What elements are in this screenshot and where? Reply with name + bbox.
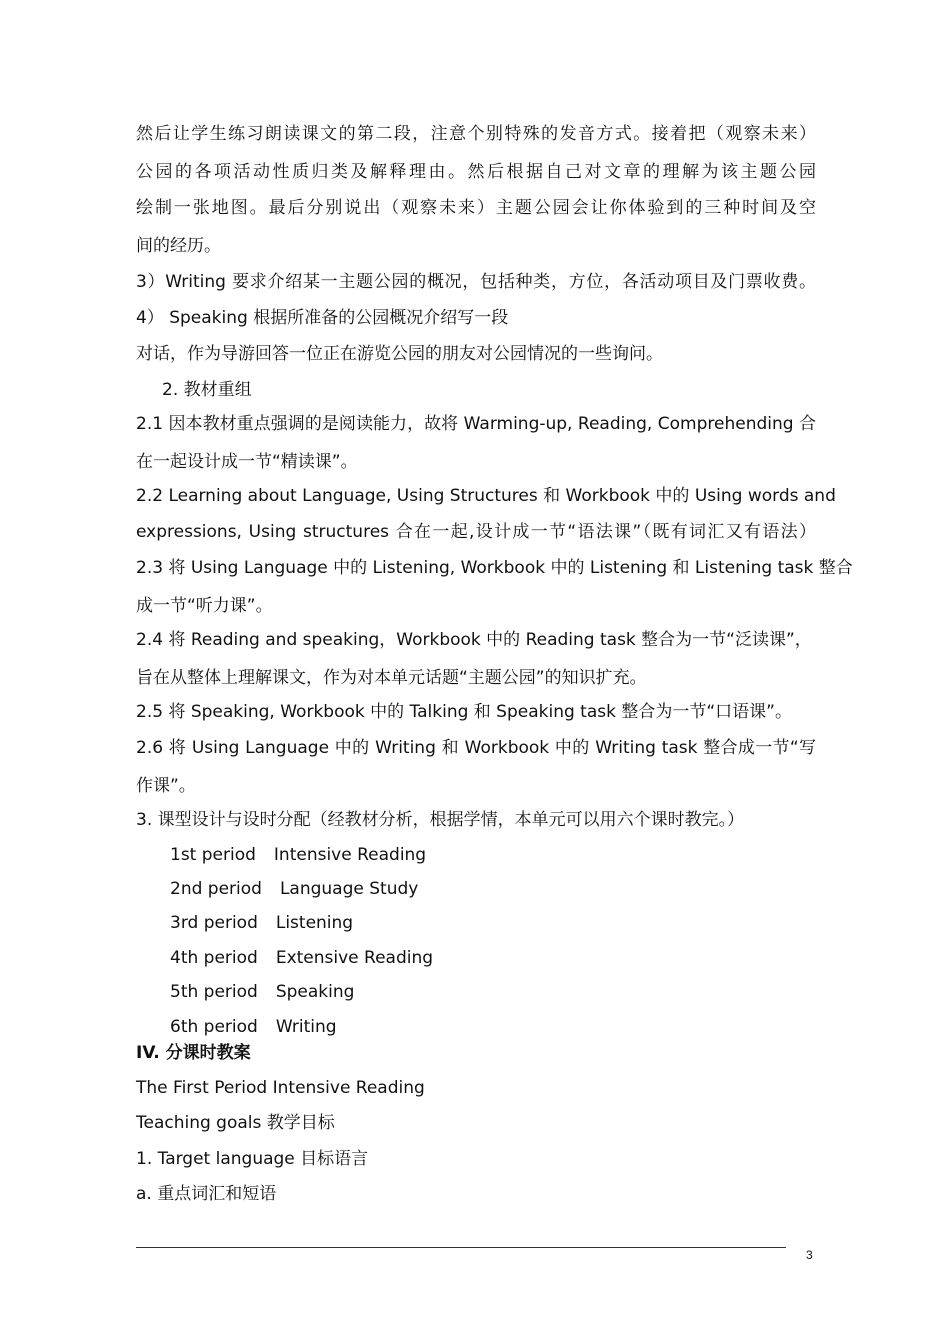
period-course: Language Study: [279, 879, 419, 899]
period-label: 1st period: [170, 845, 256, 865]
paragraph-line: 3. 课型设计与设时分配（经教材分析，根据学情，本单元可以用六个课时教完。）: [136, 810, 745, 830]
paragraph-line: 在一起设计成一节“精读课”。: [136, 452, 358, 472]
period-course: Listening: [275, 913, 354, 933]
subheading: 2. 教材重组: [162, 380, 252, 400]
period-title: The First Period Intensive Reading: [136, 1078, 425, 1098]
period-row: [170, 843, 770, 867]
period-course: Writing: [275, 1017, 337, 1037]
footer-divider: [136, 1247, 786, 1248]
target-language: 1. Target language 目标语言: [136, 1149, 369, 1169]
vocab-heading: a. 重点词汇和短语: [136, 1184, 277, 1204]
paragraph-line: 2.6 将 Using Language 中的 Writing 和 Workbook 中的 Writing task 整合成一节“写: [136, 738, 816, 758]
period-label: 5th period: [170, 982, 258, 1002]
paragraph-line: 绘制一张地图。最后分别说出（观察未来）主题公园会让你体验到的三种时间及空: [136, 198, 816, 218]
paragraph-line: 成一节“听力课”。: [136, 596, 273, 616]
period-row: [170, 980, 770, 1004]
paragraph-line: 4） Speaking 根据所准备的公园概况介绍写一段: [136, 308, 509, 328]
paragraph-line: 公园的各项活动性质归类及解释理由。然后根据自己对文章的理解为该主题公园: [136, 162, 816, 182]
period-label: 2nd period: [170, 879, 262, 899]
paragraph-line: 间的经历。: [136, 236, 221, 256]
page-number: 3: [806, 1248, 813, 1262]
paragraph-line: 对话，作为导游回答一位正在游览公园的朋友对公园情况的一些询问。: [136, 344, 663, 364]
paragraph-line: 2.3 将 Using Language 中的 Listening, Workbook 中的 Listening 和 Listening task 整合: [136, 558, 853, 578]
paragraph-line: 作课”。: [136, 776, 196, 796]
period-row: [170, 1015, 770, 1039]
period-row: [170, 877, 770, 901]
period-label: 3rd period: [170, 913, 258, 933]
paragraph-line: 3）Writing 要求介绍某一主题公园的概况，包括种类，方位，各活动项目及门票收费。: [136, 272, 816, 292]
paragraph-line: 然后让学生练习朗读课文的第二段，注意个别特殊的发音方式。接着把（观察未来）: [136, 124, 816, 144]
goals-heading: Teaching goals 教学目标: [136, 1113, 335, 1133]
period-label: 6th period: [170, 1017, 258, 1037]
paragraph-line: expressions, Using structures 合在一起,设计成一节“语法课”（既有词汇又有语法）: [136, 522, 816, 542]
period-label: 4th period: [170, 948, 258, 968]
period-course: Extensive Reading: [275, 948, 434, 968]
paragraph-line: 2.5 将 Speaking, Workbook 中的 Talking 和 Speaking task 整合为一节“口语课”。: [136, 702, 792, 722]
period-row: [170, 911, 770, 935]
section-heading: IV. 分课时教案: [136, 1043, 251, 1063]
paragraph-line: 2.4 将 Reading and speaking，Workbook 中的 Reading task 整合为一节“泛读课”，: [136, 630, 812, 650]
paragraph-line: 旨在从整体上理解课文，作为对本单元话题“主题公园”的知识扩充。: [136, 668, 647, 688]
period-row: [170, 946, 770, 970]
paragraph-line: 2.1 因本教材重点强调的是阅读能力，故将 Warming-up, Reading, Comprehending 合: [136, 414, 816, 434]
period-course: Speaking: [275, 982, 355, 1002]
period-course: Intensive Reading: [273, 845, 427, 865]
paragraph-line: 2.2 Learning about Language, Using Structures 和 Workbook 中的 Using words and: [136, 486, 836, 506]
